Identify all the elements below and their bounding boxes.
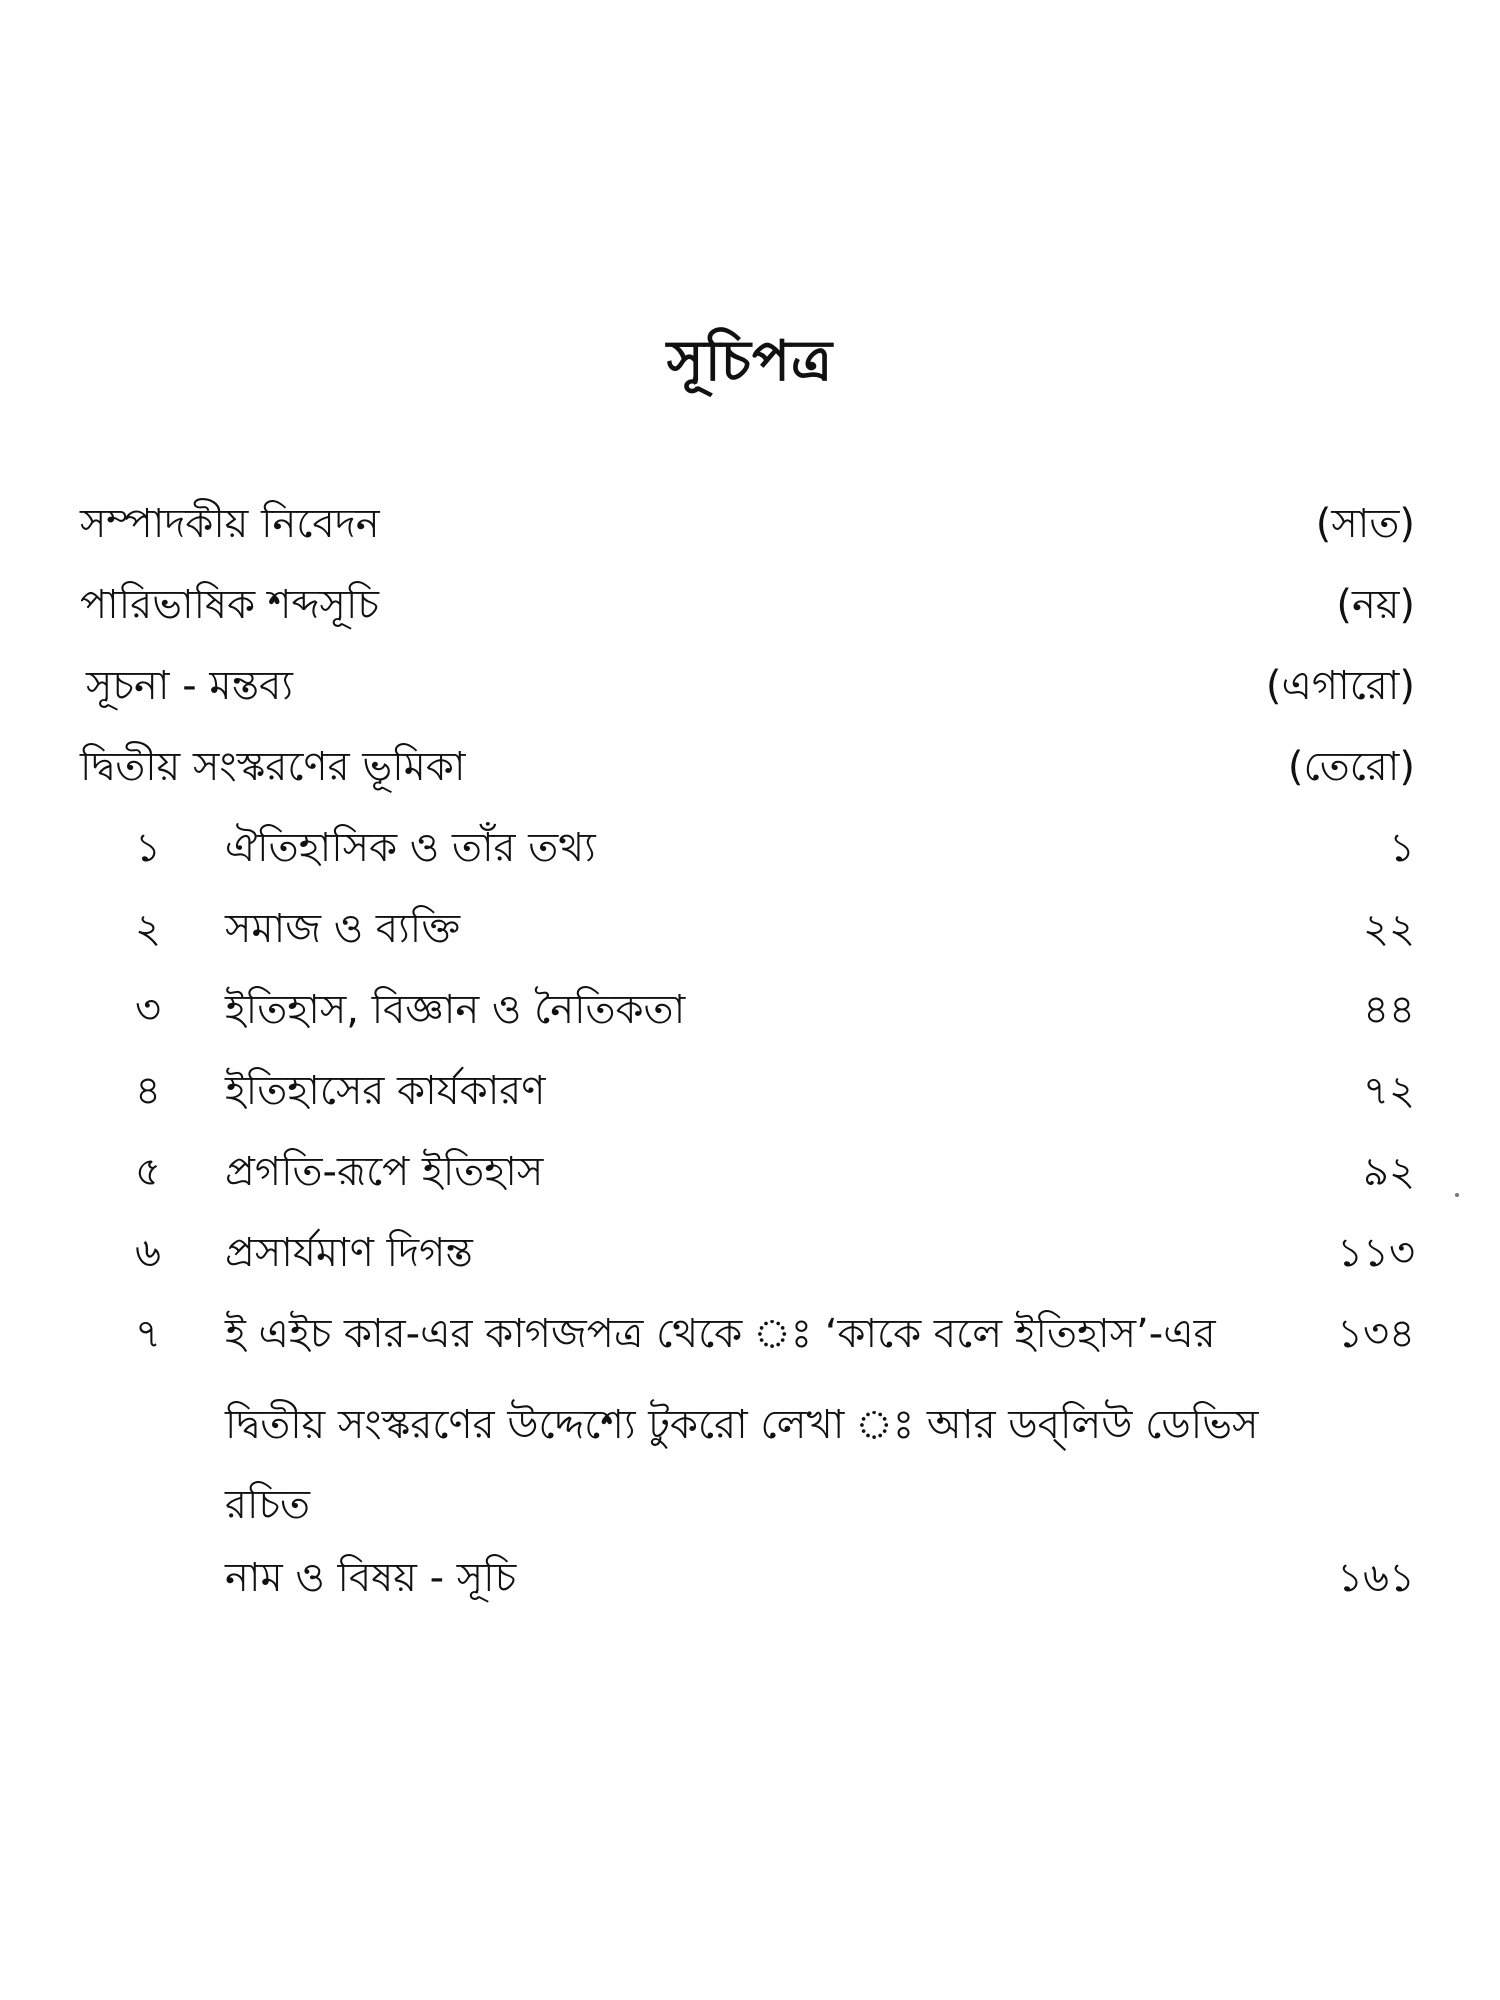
toc-entry-label: সম্পাদকীয় নিবেদন — [80, 501, 380, 547]
chapter-number: ১ — [135, 825, 161, 871]
chapter-number: ৬ — [135, 1230, 162, 1276]
toc-entry-label: প্রগতি-রূপে ইতিহাস — [225, 1149, 544, 1195]
chapter7-continuation — [225, 1385, 1275, 1545]
toc-entry-page: ১৬১ — [1337, 1555, 1415, 1601]
page-title: সূচিপত্র — [666, 329, 834, 394]
toc-entry-page: ৪৪ — [1363, 987, 1415, 1033]
toc-row-chapter-3 — [80, 979, 1415, 1041]
toc-entry-label: নাম ও বিষয় - সূচি — [225, 1555, 517, 1601]
toc-entry-label: দ্বিতীয় সংস্করণের ভূমিকা — [80, 744, 466, 790]
toc-row-chapter-2 — [80, 898, 1415, 960]
toc-entry-page: (নয়) — [1336, 582, 1415, 628]
toc-row-front-4 — [80, 736, 1415, 798]
toc-entry-page: ১ — [1389, 825, 1415, 871]
chapter-number: ৫ — [135, 1149, 161, 1195]
toc-entry-page: (তেরো) — [1287, 744, 1415, 790]
chapter-number: ৪ — [135, 1068, 161, 1114]
toc-entry-label-line1: ই এইচ কার-এর কাগজপত্র থেকে ঃ ‘কাকে বলে ইতিহাস’-এর — [225, 1311, 1216, 1357]
chapter-number: ২ — [135, 906, 162, 952]
toc-entry-label: প্রসার্যমাণ দিগন্ত — [225, 1230, 473, 1276]
toc-entry-label: পারিভাষিক শব্দসূচি — [80, 582, 380, 628]
toc-entry-page: ৯২ — [1363, 1149, 1415, 1195]
scan-speck — [1455, 1193, 1459, 1197]
toc-entry-label-line2: দ্বিতীয় সংস্করণের উদ্দেশ্যে টুকরো লেখা ঃ আর ডব্‌লিউ ডেভিস — [225, 1402, 1259, 1448]
toc-entry-label: ইতিহাস, বিজ্ঞান ও নৈতিকতা — [225, 987, 686, 1033]
toc-row-front-2 — [80, 574, 1415, 636]
toc-row-chapter-6 — [80, 1222, 1415, 1284]
toc-entry-label: সমাজ ও ব্যক্তি — [225, 906, 461, 952]
toc-entry-label: ইতিহাসের কার্যকারণ — [225, 1068, 546, 1114]
toc-entry-label: সূচনা - মন্তব্য — [86, 663, 293, 709]
toc-entry-page: ২২ — [1362, 906, 1415, 952]
chapter-number: ৩ — [135, 987, 162, 1033]
toc-entry-page: (এগারো) — [1265, 663, 1415, 709]
toc-row-front-3 — [80, 655, 1415, 717]
chapter-number: ৭ — [135, 1311, 162, 1357]
toc-row-chapter-1 — [80, 817, 1415, 879]
toc-row-chapter-4 — [80, 1060, 1415, 1122]
toc-entry-page: ৭২ — [1362, 1068, 1415, 1114]
toc-entry-page: (সাত) — [1315, 501, 1415, 547]
toc-row-chapter-5 — [80, 1141, 1415, 1203]
toc-row-index — [80, 1547, 1415, 1609]
toc-row-chapter-7 — [80, 1303, 1415, 1365]
toc-entry-page: ১১৩ — [1337, 1230, 1415, 1276]
toc-row-front-1 — [80, 493, 1415, 555]
toc-entry-label-line3: রচিত — [225, 1482, 311, 1528]
toc-entry-label: ঐতিহাসিক ও তাঁর তথ্য — [225, 825, 596, 871]
toc-entry-page: ১৩৪ — [1337, 1311, 1415, 1357]
